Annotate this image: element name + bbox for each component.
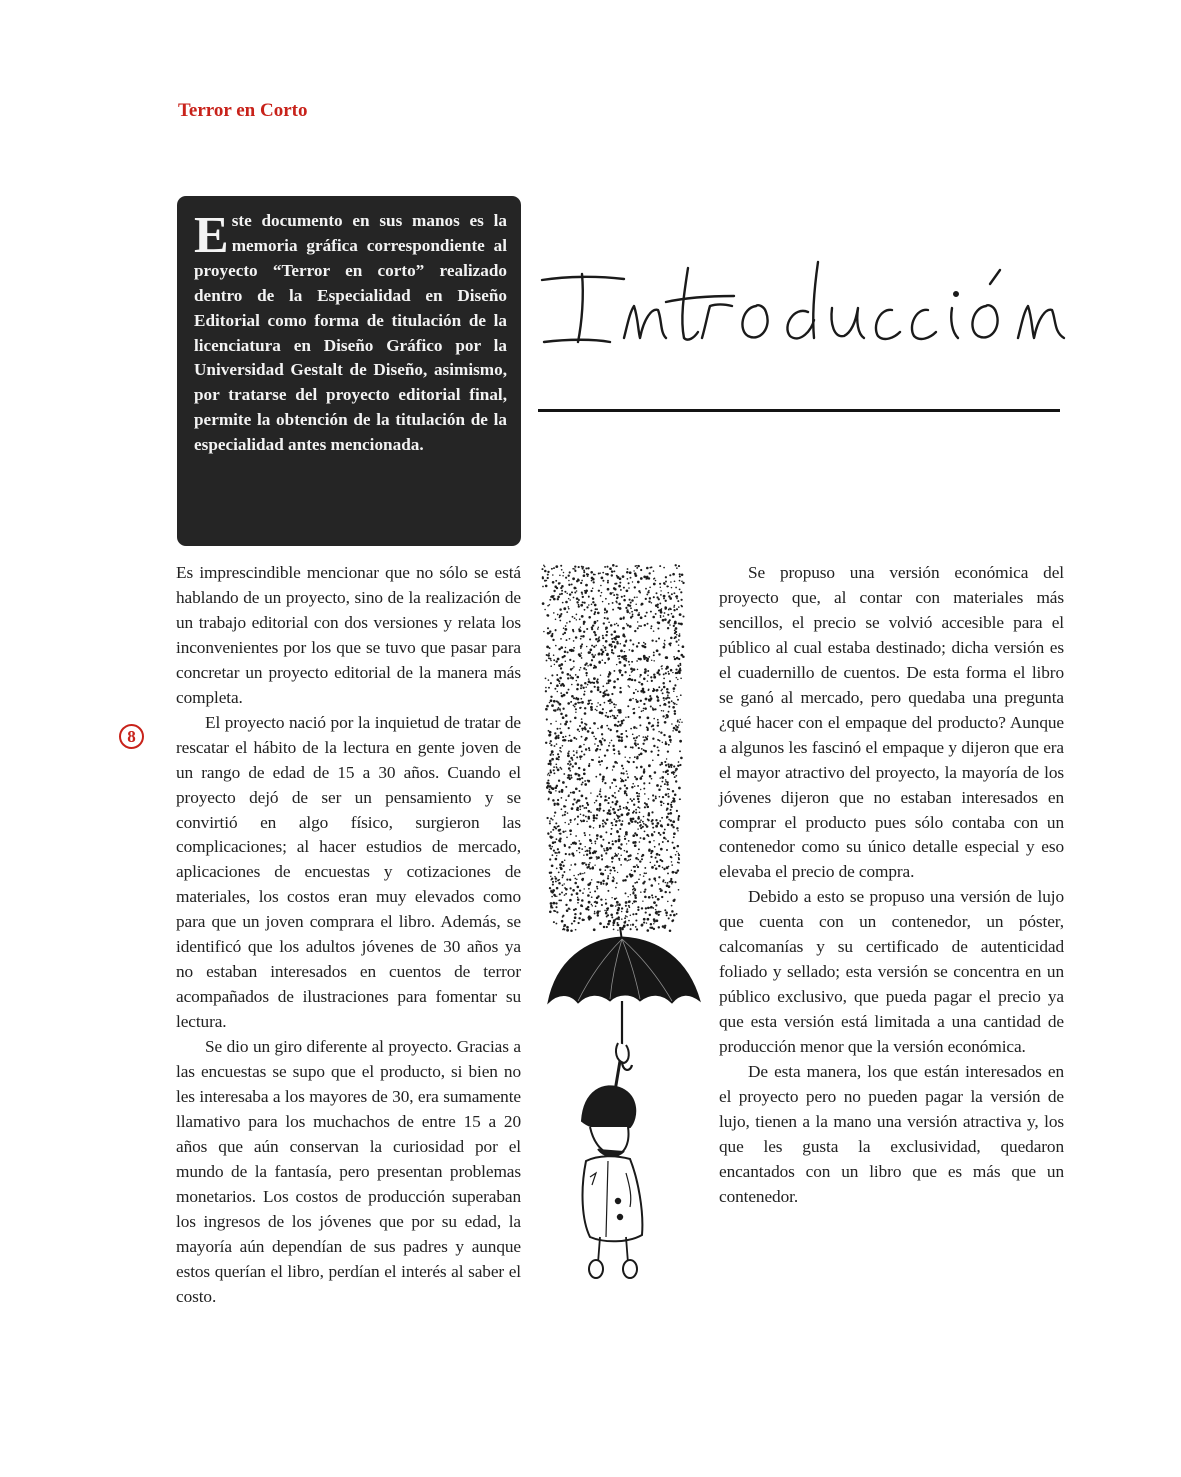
umbrella-figure-illustration <box>534 561 704 1281</box>
running-head: Terror en Corto <box>178 100 308 121</box>
drop-cap: E <box>194 207 229 264</box>
left-paragraph-1: Es imprescindible mencionar que no sólo se está hablando de un proyecto, sino de la realización de un trabajo editorial con dos versiones y relata los inconvenientes por los que se tuvo que pasar para concretar un proyecto editorial de la manera más completa. <box>176 563 521 707</box>
intro-callout-box <box>177 196 521 546</box>
intro-callout-text <box>194 209 507 458</box>
title-rule <box>538 409 1060 412</box>
intro-callout-body: ste documento en sus manos es la memoria gráfica correspondiente al proyecto “Terror en corto” realizado dentro de la Especialidad en Diseño Editorial como forma de titulación de la licenciatura en Diseño Gráfico por la Universidad Gestalt de Diseño, asimismo, por tratarse del proyecto editorial final, permite la obtención de la titulación de la especialidad antes mencionada. <box>194 211 507 455</box>
title-script-introduccion <box>538 246 1070 356</box>
left-text-column <box>176 561 521 1310</box>
right-paragraph-2: Debido a esto se propuso una versión de lujo que cuenta con un contenedor, un póster, calcomanías y su certificado de autenticidad foliado y sellado; esta versión se concentra en un público exclusivo, que pueda pagar el precio ya que esta versión está limitada a una cantidad de producción menor que la versión económica. <box>719 887 1064 1057</box>
right-text-column <box>719 561 1064 1210</box>
rain-dots <box>541 564 684 932</box>
left-paragraph-3: Se dio un giro diferente al proyecto. Gracias a las encuestas se supo que el producto, si bien no les interesaba a los mayores de 30, era sumamente llamativo para los muchachos de entre 15 a 20 años que aún conservan la curiosidad por el mundo de la fantasía, pero presentan problemas monetarios. Los costos de producción superaban los ingresos de los jóvenes que por su edad, la mayoría aún dependían de sus padres y aunque estos querían el libro, perdían el interés al saber el costo. <box>176 1037 521 1306</box>
right-paragraph-3: De esta manera, los que están interesados en el proyecto pero no pueden pagar la versión de lujo, tienen a la mano una versión atractiva y, los que les gusta la exclusividad, quedaron encantados con un libro que es más que un contenedor. <box>719 1062 1064 1206</box>
page-number-badge: 8 <box>119 724 144 749</box>
left-paragraph-2: El proyecto nació por la inquietud de tratar de rescatar el hábito de la lectura en gente joven de un rango de edad de 15 a 30 años. Cuando el proyecto dejó de ser un pensamiento y se convirtió en algo físico, surgieron las complicaciones; al hacer estudios de mercado, aplicaciones de encuestas y cotizaciones de materiales, los costos eran muy elevados como para que un joven comprara el libro. Además, se identificó que los adultos jóvenes de 30 años ya no estaban interesados en cuentos de terror acompañados de ilustraciones para fomentar su lectura. <box>176 712 521 1032</box>
hanging-figure <box>582 1043 642 1278</box>
right-paragraph-1: Se propuso una versión económica del proyecto que, al contar con materiales más sencillos, el precio se volvió accesible para el público al cual estaba destinado; dicha versión es el cuadernillo de cuentos. De esta forma el libro se ganó al mercado, pero quedaba una pregunta ¿qué hacer con el empaque del producto? Aunque a algunos les fascinó el empaque y dijeron que era el mayor atractivo del proyecto, la mayoría de los jóvenes dijeron que no estaban interesados en comprar el producto pues sólo contaba con un contenedor como su único detalle especial y eso elevaba el precio de compra. <box>719 563 1064 882</box>
